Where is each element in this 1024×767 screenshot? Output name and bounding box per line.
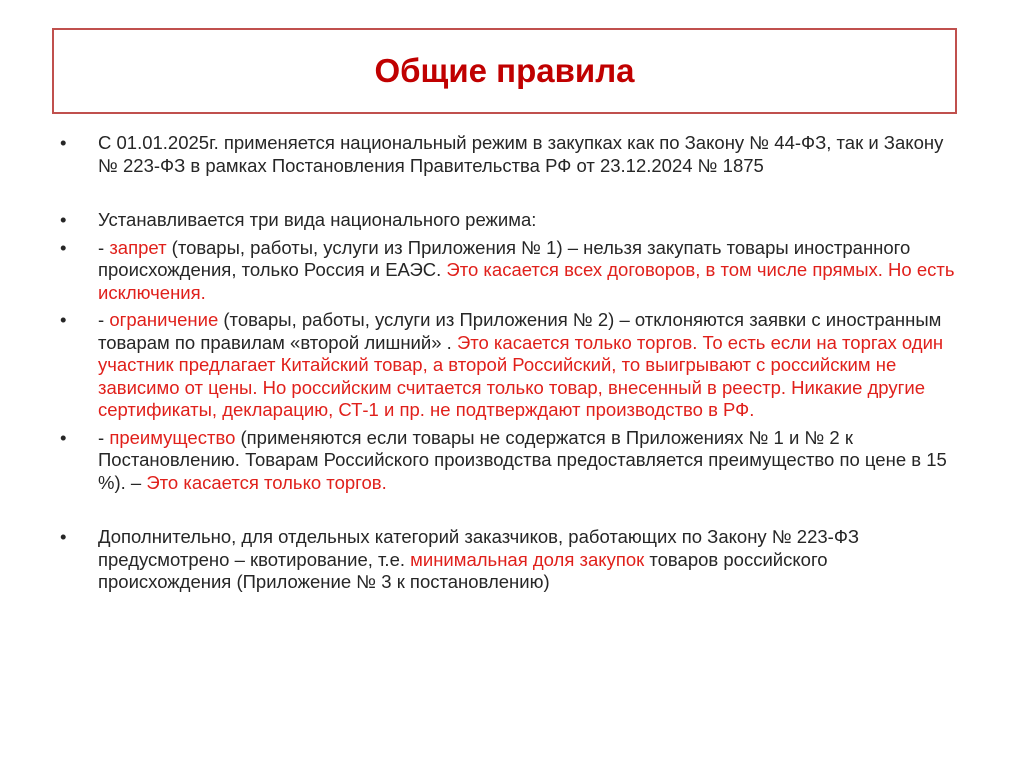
list-item (56, 209, 966, 232)
highlight-text: Это касается только торгов. (146, 471, 387, 493)
bullet-icon: • (60, 309, 67, 330)
list-item (56, 309, 966, 422)
bullet-icon: • (60, 526, 67, 547)
text-segment: - (98, 236, 110, 258)
highlight-text: Это касается только торгов. То есть если на торгах один участник предлагает Китайский товар, а второй Российский, то выигрывают с российским не зависимо от цены. Но российским считается только товар, внесенный в реестр. Никакие другие сертификаты, декларацию, СТ-1 и пр. не подтверждают производство в РФ. (98, 331, 944, 420)
highlight-text: минимальная доля закупок (410, 548, 645, 570)
text-segment: (товары, работы, услуги из Приложения № 1) – нельзя закупать товары иностранного происхождения, только Россия и ЕАЭС. (98, 236, 911, 280)
list-item (56, 427, 966, 495)
highlight-text: Это касается всех договоров, в том числе прямых. Но есть исключения. (98, 259, 955, 303)
bullet-list (56, 132, 966, 594)
highlight-text: запрет (109, 236, 167, 258)
highlight-text: ограничение (109, 309, 219, 330)
highlight-text: преимущество (109, 426, 236, 448)
list-item (56, 526, 966, 594)
text-segment: С 01.01.2025г. применяется национальный режим в закупках как по Закону № 44-ФЗ, так и Закону № 223-ФЗ в рамках Постановления Правительства РФ от 23.12.2024 № 1875 (98, 132, 944, 176)
title-box (52, 28, 957, 114)
text-segment: Устанавливается три вида национального режима: (98, 209, 537, 230)
text-segment: - (98, 426, 110, 448)
text-segment: Дополнительно, для отдельных категорий заказчиков, работающих по Закону № 223-ФЗ предусмотрено – квотирование, т.е. (98, 526, 860, 570)
list-item (56, 237, 966, 305)
bullet-icon: • (60, 426, 67, 448)
bullet-icon: • (60, 209, 67, 230)
text-segment: товаров российского происхождения (Приложение № 3 к постановлению) (98, 548, 828, 592)
list-item (56, 132, 966, 177)
text-segment: (товары, работы, услуги из Приложения № 2) – отклоняются заявки с иностранным товарам по правилам «второй лишний» . (98, 309, 942, 353)
bullet-icon: • (60, 132, 67, 153)
bullet-icon: • (60, 236, 67, 258)
text-segment: - (98, 309, 110, 330)
slide-title: Общие правила (374, 52, 635, 89)
text-segment: (применяются если товары не содержатся в Приложениях № 1 и № 2 к Постановлению. Товарам Российского производства предоставляется преимущество по цене в 15 %). – (98, 426, 947, 493)
